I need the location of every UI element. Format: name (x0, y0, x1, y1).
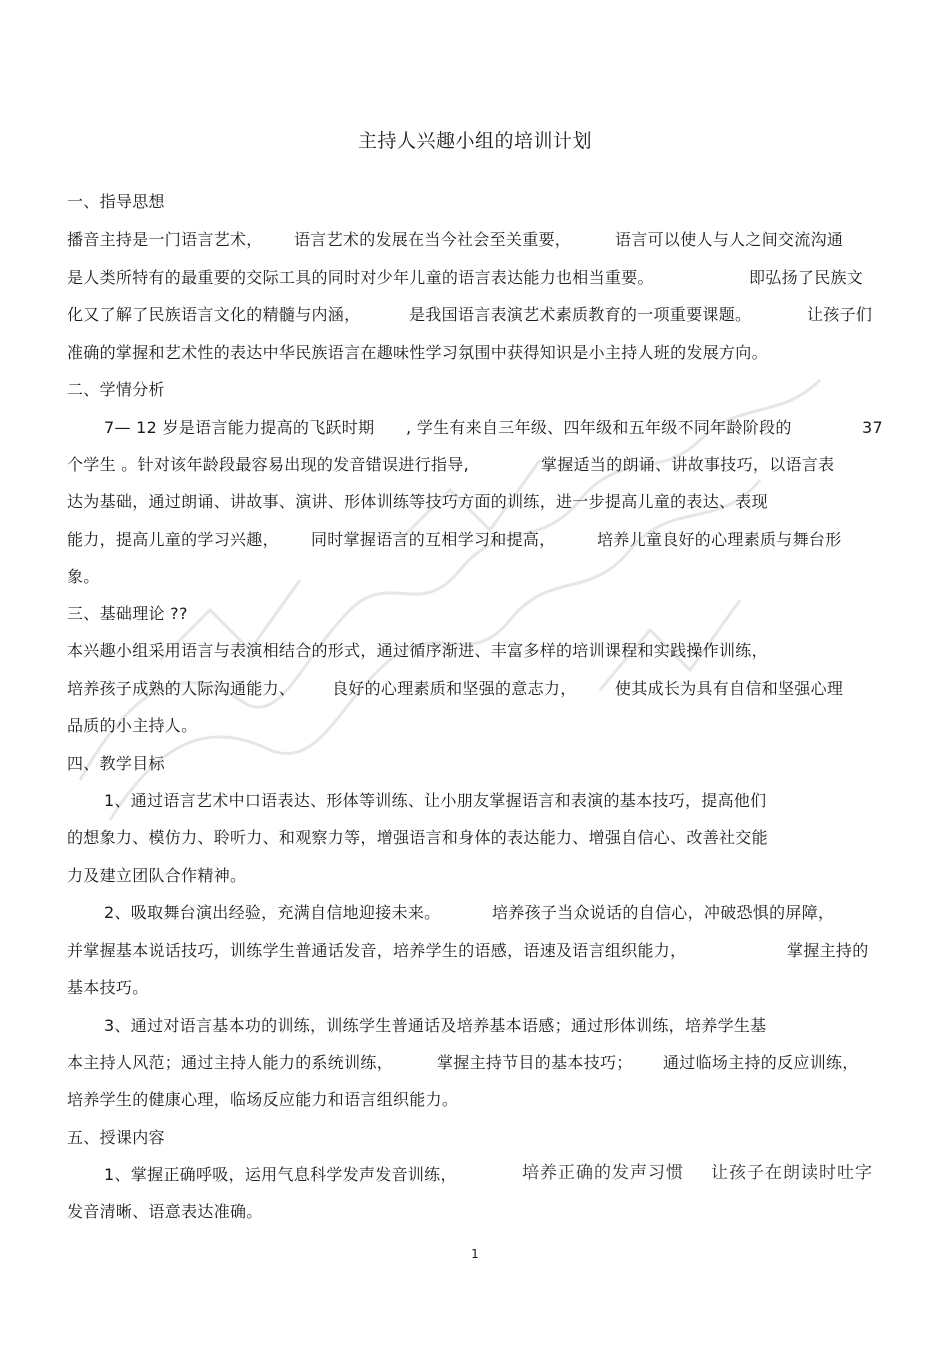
section-heading-1: 一、指导思想 (67, 192, 165, 211)
section-heading-5: 五、授课内容 (67, 1128, 165, 1147)
document-title: 主持人兴趣小组的培训计划 (357, 130, 592, 152)
text-segment: 培养孩子成熟的人际沟通能力、 (67, 679, 296, 698)
text-segment: 良好的心理素质和坚强的意志力， (332, 679, 577, 698)
paragraph-line: 发音清晰、语意表达准确。 (67, 1202, 263, 1221)
text-segment: 通过临场主持的反应训练， (663, 1053, 859, 1072)
paragraph-line: 品质的小主持人。 (67, 716, 198, 735)
section-heading-3: 三、基础理论 ?? (67, 604, 188, 623)
text-segment: 掌握适当的朗诵、讲故事技巧，以语言表 (541, 455, 835, 474)
paragraph-line: 基本技巧。 (67, 978, 149, 997)
paragraph-line: 力及建立团队合作精神。 (67, 866, 247, 885)
text-segment: 让孩子在朗读时吐字 (711, 1163, 873, 1183)
section-heading-2: 二、学情分析 (67, 380, 165, 399)
paragraph-line: 3、通过对语言基本功的训练，训练学生普通话及培养基本语感；通过形体训练，培养学生基 (104, 1016, 767, 1035)
paragraph-line: 培养学生的健康心理，临场反应能力和语言组织能力。 (67, 1090, 459, 1109)
text-segment: 化又了解了民族语言文化的精髓与内涵， (67, 305, 361, 324)
section-heading-4: 四、教学目标 (67, 754, 165, 773)
paragraph-line: 的想象力、模仿力、聆听力、和观察力等，增强语言和身体的表达能力、增强自信心、改善社交能 (67, 828, 768, 847)
text-segment: 培养正确的发声习惯 (522, 1163, 684, 1183)
text-segment: 并掌握基本说话技巧，训练学生普通话发音，培养学生的语感，语速及语言组织能力， (67, 941, 687, 960)
text-segment: 掌握主持的 (787, 941, 869, 960)
text-segment: 2、吸取舞台演出经验，充满自信地迎接未来。 (104, 903, 441, 922)
text-segment: 培养孩子当众说话的自信心，冲破恐惧的屏障， (492, 903, 835, 922)
text-segment: , 学生有来自三年级、四年级和五年级不同年龄阶段的 (406, 418, 792, 437)
text-segment: 个学生 。针对该年龄段最容易出现的发音错误进行指导, (67, 455, 469, 474)
paragraph-line: 准确的掌握和艺术性的表达中华民族语言在趣味性学习氛围中获得知识是小主持人班的发展方向。 (67, 343, 768, 362)
text-segment: 7— 12 岁是语言能力提高的飞跃时期 (104, 418, 375, 437)
page-number: 1 (471, 1247, 479, 1261)
paragraph-line: 达为基础，通过朗诵、讲故事、演讲、形体训练等技巧方面的训练，进一步提高儿童的表达、表现 (67, 492, 768, 511)
text-segment: 使其成长为具有自信和坚强心理 (615, 679, 844, 698)
text-segment: 是我国语言表演艺术素质教育的一项重要课题。 (409, 305, 752, 324)
text-segment: 掌握主持节目的基本技巧； (437, 1053, 633, 1072)
text-segment: 语言可以使人与人之间交流沟通 (615, 230, 844, 249)
text-segment: 能力，提高儿童的学习兴趣， (67, 530, 279, 549)
text-segment: 播音主持是一门语言艺术， (67, 230, 263, 249)
text-segment: 即弘扬了民族文 (749, 268, 864, 287)
text-segment: 让孩子们 (807, 305, 873, 324)
text-segment: 是人类所特有的最重要的交际工具的同时对少年儿童的语言表达能力也相当重要。 (67, 268, 654, 287)
text-segment: 语言艺术的发展在当今社会至关重要， (294, 230, 572, 249)
paragraph-line: 本兴趣小组采用语言与表演相结合的形式，通过循序渐进、丰富多样的培训课程和实践操作训练， (67, 641, 768, 660)
text-segment: 培养儿童良好的心理素质与舞台形 (597, 530, 842, 549)
text-segment: 37 (862, 418, 883, 437)
paragraph-line: 象。 (67, 567, 100, 586)
text-segment: 同时掌握语言的互相学习和提高， (311, 530, 556, 549)
paragraph-line: 1、通过语言艺术中口语表达、形体等训练、让小朋友掌握语言和表演的基本技巧，提高他们 (104, 791, 767, 810)
text-segment: 1、掌握正确呼吸，运用气息科学发声发音训练， (104, 1165, 457, 1184)
text-segment: 本主持人风范；通过主持人能力的系统训练， (67, 1053, 394, 1072)
